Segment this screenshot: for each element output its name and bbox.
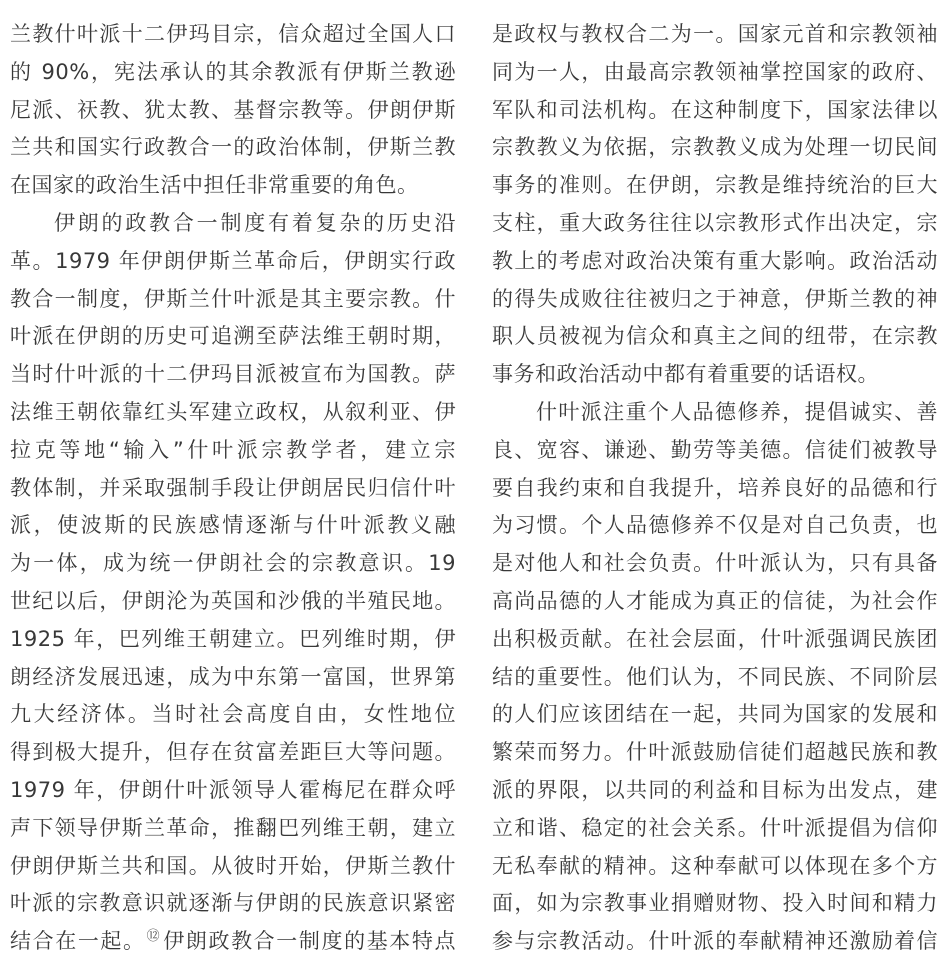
text-line: 世纪以后，伊朗沦为英国和沙俄的半殖民地。 — [10, 588, 456, 613]
text-column-left — [10, 16, 456, 973]
text-line: 职人员被视为信众和真主之间的纽带，在宗教 — [492, 324, 938, 349]
text-line: 兰教什叶派十二伊玛目宗，信众超过全国人口 — [10, 22, 456, 46]
text-line: 教体制，并采取强制手段让伊朗居民归信什叶 — [10, 475, 456, 500]
text-line: 良、宽容、谦逊、勤劳等美德。信徒们被教导 — [492, 437, 938, 462]
text-column-right — [492, 16, 938, 973]
text-line: 教合一制度，伊斯兰什叶派是其主要宗教。什 — [10, 286, 456, 311]
text-line: 面，如为宗教事业捐赠财物、投入时间和精力 — [492, 891, 938, 916]
text-line: 九大经济体。当时社会高度自由，女性地位 — [10, 702, 456, 727]
footnote-marker: ⑫ — [146, 929, 162, 945]
text-line: 在国家的政治生活中担任非常重要的角色。 — [10, 173, 419, 198]
text-line: 叶派在伊朗的历史可追溯至萨法维王朝时期， — [10, 324, 456, 349]
text-line: 的 90%，宪法承认的其余教派有伊斯兰教逊 — [10, 59, 456, 84]
text-line: 伊朗伊斯兰共和国。从彼时开始，伊斯兰教什 — [10, 853, 456, 878]
text-line: 兰共和国实行政教合一的政治体制，伊斯兰教 — [10, 135, 456, 160]
text-line: 派，使波斯的民族感情逐渐与什叶派教义融 — [10, 513, 456, 538]
text-line: 得到极大提升，但存在贫富差距巨大等问题。 — [10, 740, 456, 765]
text-line: 结合在一起。⑫伊朗政教合一制度的基本特点 — [10, 929, 456, 954]
text-line: 事务和政治活动中都有着重要的话语权。 — [492, 362, 879, 387]
text-line: 是对他人和社会负责。什叶派认为，只有具备 — [492, 551, 938, 576]
text-line: 派的界限，以共同的利益和目标为出发点，建 — [492, 777, 938, 802]
text-line: 结的重要性。他们认为，不同民族、不同阶层 — [492, 664, 938, 689]
text-line: 参与宗教活动。什叶派的奉献精神还激励着信 — [492, 929, 938, 954]
text-line: 伊朗的政教合一制度有着复杂的历史沿 — [54, 210, 456, 235]
text-line: 叶派的宗教意识就逐渐与伊朗的民族意识紧密 — [10, 891, 456, 916]
text-line: 无私奉献的精神。这种奉献可以体现在多个方 — [492, 853, 938, 878]
text-line: 支柱，重大政务往往以宗教形式作出决定，宗 — [492, 210, 938, 235]
text-line: 法维王朝依靠红头军建立政权，从叙利亚、伊 — [10, 399, 456, 424]
text-line: 革。1979 年伊朗伊斯兰革命后，伊朗实行政 — [10, 248, 456, 273]
text-line: 教上的考虑对政治决策有重大影响。政治活动 — [492, 248, 938, 273]
text-line: 为一体，成为统一伊朗社会的宗教意识。19 — [10, 551, 456, 576]
text-line: 高尚品德的人才能成为真正的信徒，为社会作 — [492, 588, 938, 613]
text-line: 宗教教义为依据，宗教教义成为处理一切民间 — [492, 135, 938, 160]
text-line: 1925 年，巴列维王朝建立。巴列维时期，伊 — [10, 626, 456, 651]
text-line: 尼派、祆教、犹太教、基督宗教等。伊朗伊斯 — [10, 97, 456, 122]
text-line: 事务的准则。在伊朗，宗教是维持统治的巨大 — [492, 173, 938, 198]
text-line: 军队和司法机构。在这种制度下，国家法律以 — [492, 97, 938, 122]
text-line: 要自我约束和自我提升，培养良好的品德和行 — [492, 475, 938, 500]
text-line: 同为一人，由最高宗教领袖掌控国家的政府、 — [492, 59, 938, 84]
text-line: 是政权与教权合二为一。国家元首和宗教领袖 — [492, 22, 938, 46]
text-line: 当时什叶派的十二伊玛目派被宣布为国教。萨 — [10, 362, 456, 387]
text-line: 出积极贡献。在社会层面，什叶派强调民族团 — [492, 626, 938, 651]
text-line: 什叶派注重个人品德修养，提倡诚实、善 — [536, 399, 938, 424]
text-line: 立和谐、稳定的社会关系。什叶派提倡为信仰 — [492, 815, 938, 840]
text-line: 的得失成败往往被归之于神意，伊斯兰教的神 — [492, 286, 938, 311]
text-line: 的人们应该团结在一起，共同为国家的发展和 — [492, 702, 938, 727]
text-line: 拉克等地“输入”什叶派宗教学者，建立宗 — [10, 437, 456, 462]
text-line: 繁荣而努力。什叶派鼓励信徒们超越民族和教 — [492, 740, 938, 765]
text-line: 声下领导伊斯兰革命，推翻巴列维王朝，建立 — [10, 815, 456, 840]
text-line: 为习惯。个人品德修养不仅是对自己负责，也 — [492, 513, 938, 538]
text-line: 朗经济发展迅速，成为中东第一富国，世界第 — [10, 664, 456, 689]
text-line: 1979 年，伊朗什叶派领导人霍梅尼在群众呼 — [10, 777, 456, 802]
